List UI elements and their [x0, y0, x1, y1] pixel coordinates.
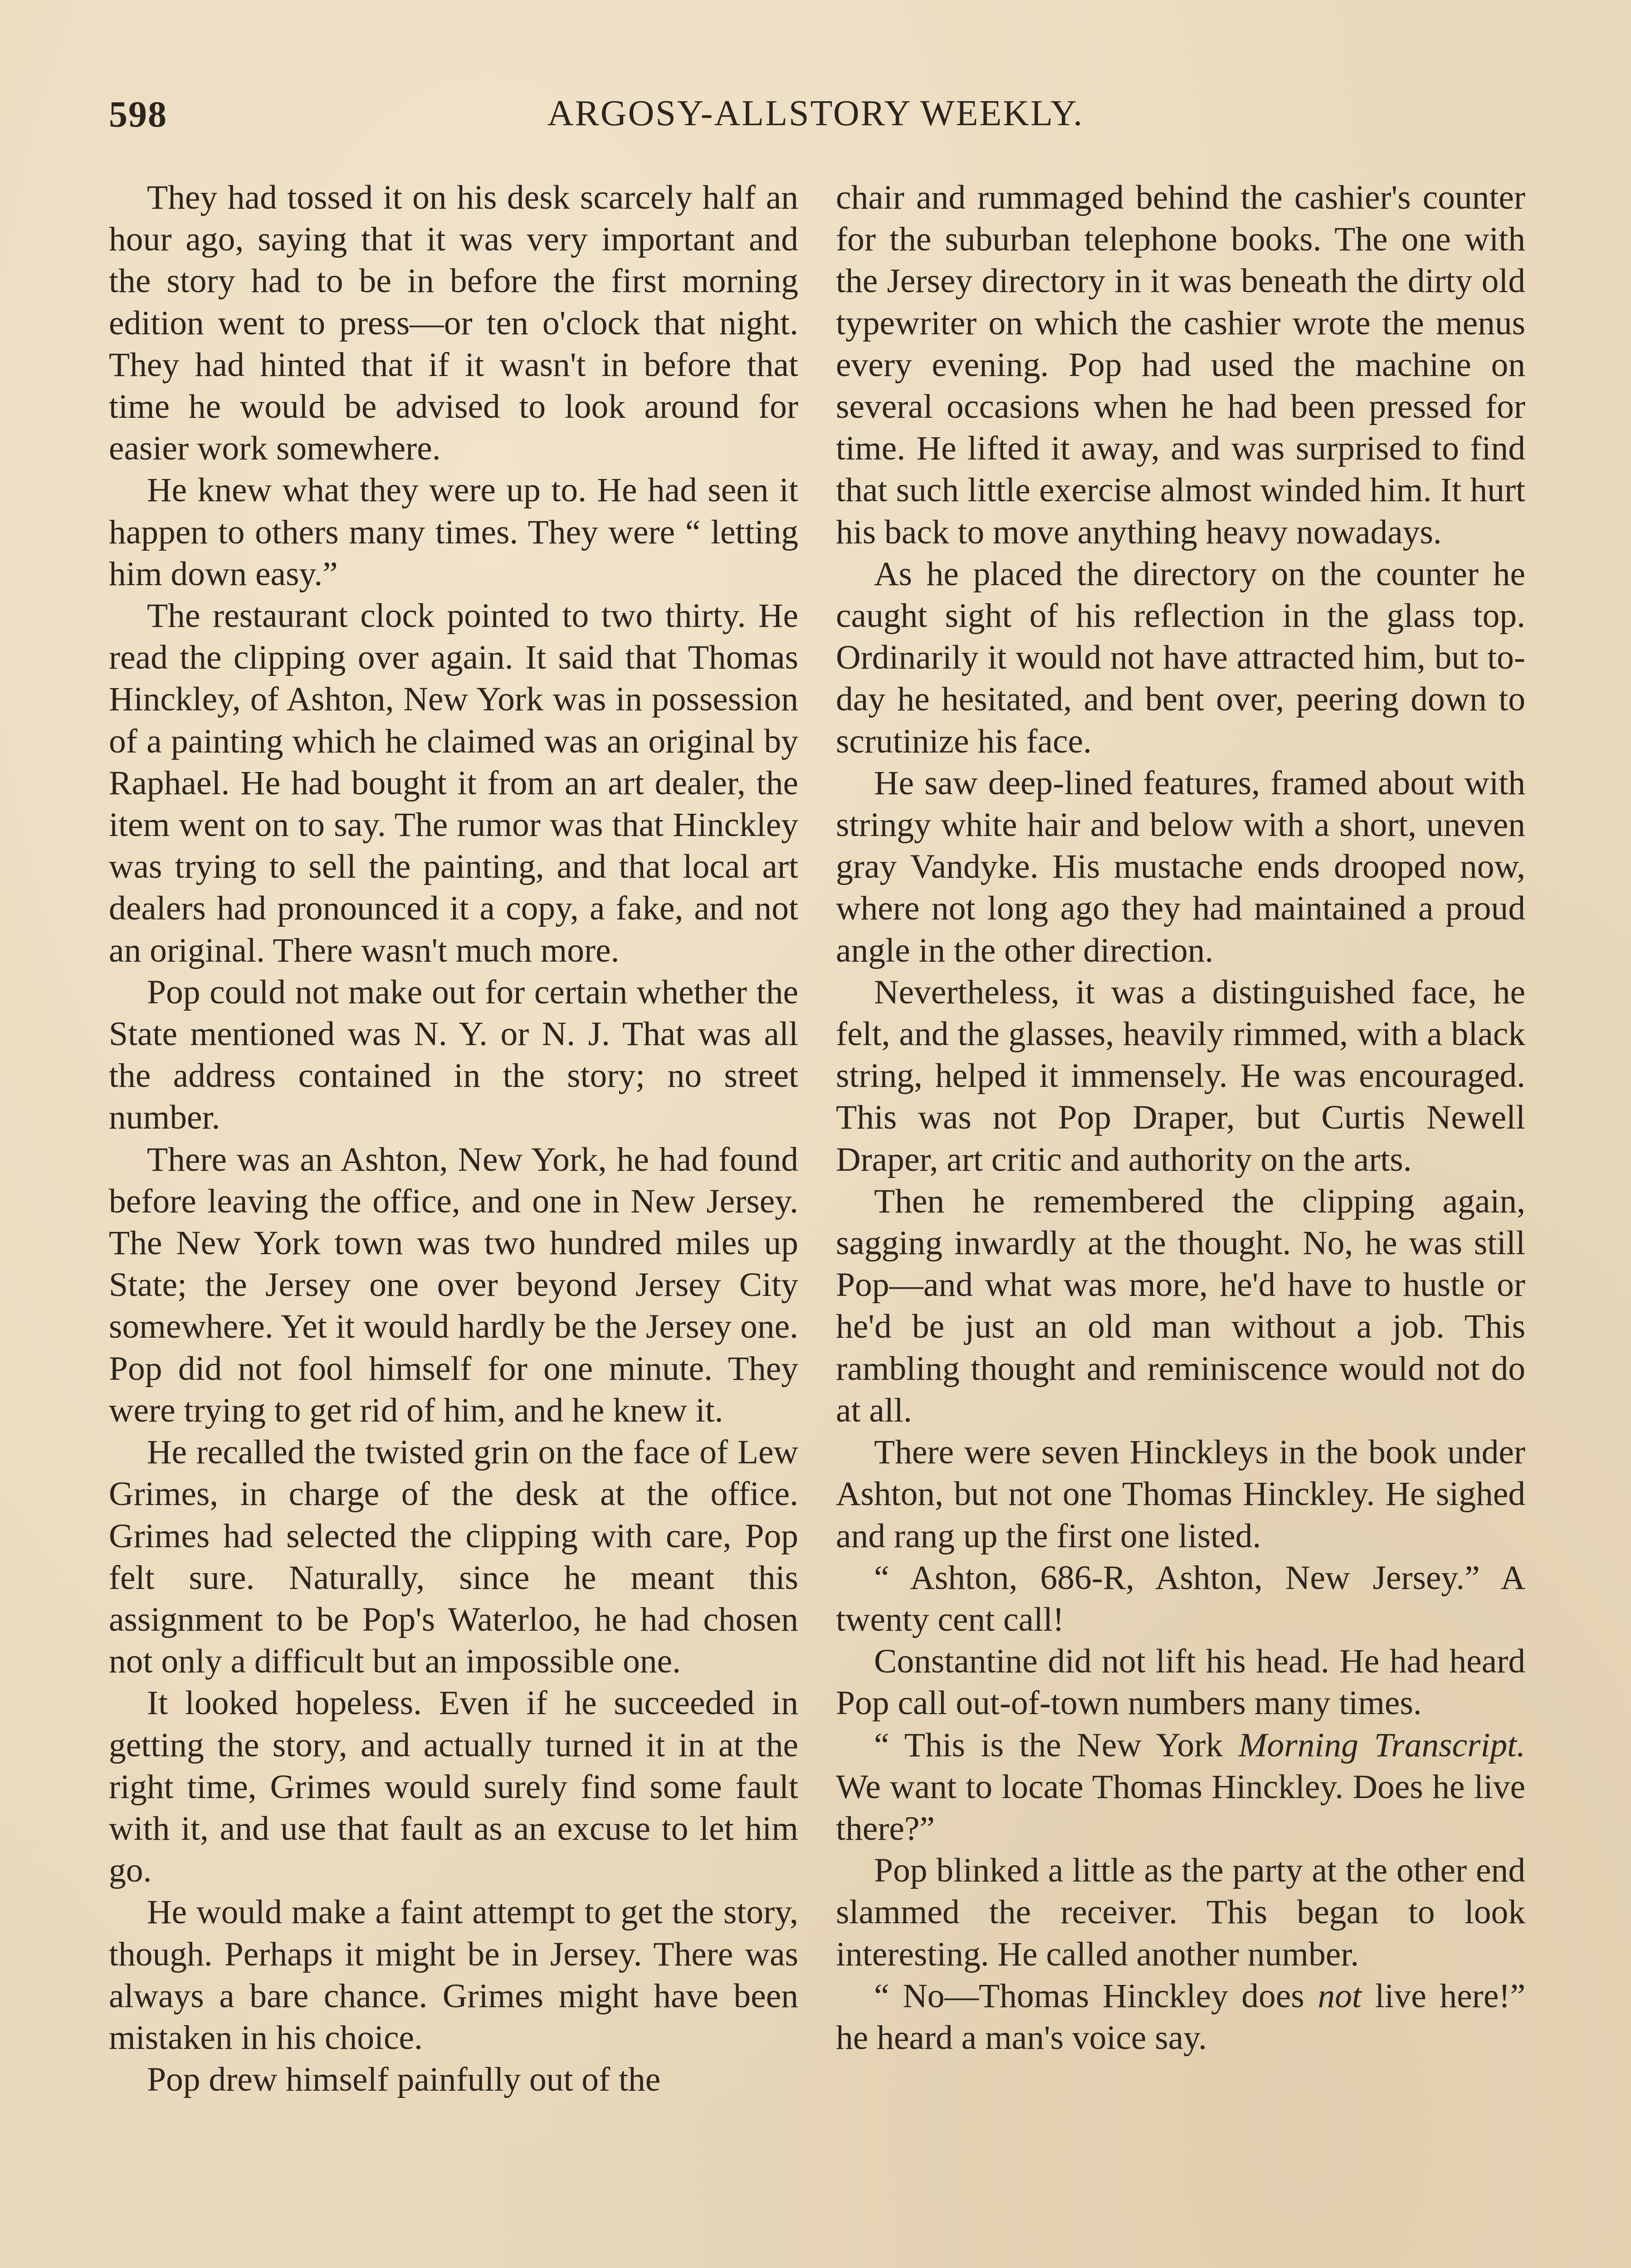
newspaper-name: Morning Transcript. [1238, 1726, 1525, 1764]
paragraph-last [836, 1975, 1525, 2059]
paragraph: He recalled the twisted grin on the face of Lew Grimes, in charge of the desk at the office. Grimes had selected the clipping with care, Pop felt sure. Naturally, since he meant this assignment to be Pop's Waterloo, he had chosen not only a difficult but an impossible one. [109, 1433, 798, 1681]
paragraph: Pop blinked a little as the party at the other end slammed the receiver. This began to look interesting. He called another number. [836, 1852, 1525, 1973]
emphasis: not [1318, 1977, 1362, 2015]
paragraph: The restaurant clock pointed to two thirty. He read the clipping over again. It said that Thomas Hinckley, of Ashton, New York was in possession of a painting which he claimed was an original by Raphael. He had bought it from an art dealer, the item went on to say. The rumor was that Hinckley was trying to sell the painting, and that local art dealers had pronounced it a copy, a fake, and not an original. There wasn't much more. [109, 597, 798, 969]
paragraph: As he placed the directory on the counter he caught sight of his reflection in the glass top. Ordinarily it would not have attracted him, but to-day he hesitated, and bent over, peering down to scrutinize his face. [836, 555, 1525, 760]
text-run: “ This is the New York [874, 1726, 1239, 1764]
paragraph: Nevertheless, it was a distinguished face, he felt, and the glasses, heavily rimmed, with a black string, helped it immensely. He was encouraged. This was not Pop Draper, but Curtis Newell Draper, art critic and authority on the arts. [836, 973, 1525, 1178]
text-run: We want to locate Thomas Hinckley. Does he live there?” [836, 1768, 1525, 1848]
paragraph: “ Ashton, 686-R, Ashton, New Jersey.” A twenty cent call! [836, 1559, 1525, 1638]
paragraph: He would make a faint attempt to get the story, though. Perhaps it might be in Jersey. There was always a bare chance. Grimes might have been mistaken in his choice. [109, 1893, 798, 2057]
running-title: ARGOSY-ALLSTORY WEEKLY. [547, 93, 1084, 133]
paragraph: Constantine did not lift his head. He had heard Pop call out-of-town numbers many times. [836, 1642, 1525, 1722]
paragraph: It looked hopeless. Even if he succeeded in getting the story, and actually turned it in at the right time, Grimes would surely find some fault with it, and use that fault as an excuse to let him go. [109, 1684, 798, 1890]
text-run: live here!” he heard a man's voice say. [836, 1977, 1525, 2057]
paragraph: There was an Ashton, New York, he had found before leaving the office, and one in New Jersey. The New York town was two hundred miles up State; the Jersey one over beyond Jersey City somewhere. Yet it would hardly be the Jersey one. Pop did not fool himself for one minute. They were trying to get rid of him, and he knew it. [109, 1140, 798, 1429]
text-run: “ No—Thomas Hinckley does [874, 1977, 1318, 2015]
left-column [109, 177, 798, 2101]
page-header [109, 93, 1522, 147]
paragraph-continued: chair and rummaged behind the cashier's counter for the suburban telephone books. The one with the Jersey directory in it was beneath the dirty old typewriter on which the cashier wrote the menus every evening. Pop had used the machine on several occasions when he had been pressed for time. He lifted it away, and was surprised to find that such little exercise almost winded him. It hurt his back to move anything heavy nowadays. [836, 179, 1525, 551]
paragraph: Pop drew himself painfully out of the [147, 2061, 661, 2099]
paragraph: There were seven Hinckleys in the book under Ashton, but not one Thomas Hinckley. He sighed and rang up the first one listed. [836, 1433, 1525, 1555]
paragraph: Pop could not make out for certain whether the State mentioned was N. Y. or N. J. That was all the address contained in the story; no street number. [109, 973, 798, 1137]
paragraph: They had tossed it on his desk scarcely half an hour ago, saying that it was very important and the story had to be in before the first morning edition went to press—or ten o'clock that night. They had hinted that if it wasn't in before that time he would be advised to look around for easier work somewhere. [109, 179, 798, 468]
paragraph-quote [836, 1725, 1525, 1850]
paragraph: He saw deep-lined features, framed about with stringy white hair and below with a short, uneven gray Vandyke. His mustache ends drooped now, where not long ago they had maintained a proud angle in the other direction. [836, 764, 1525, 969]
page-number: 598 [109, 93, 167, 135]
paragraph: He knew what they were up to. He had seen it happen to others many times. They were “ letting him down easy.” [109, 471, 798, 593]
paragraph: Then he remembered the clipping again, sagging inwardly at the thought. No, he was still Pop—and what was more, he'd have to hustle or he'd be just an old man without a job. This rambling thought and reminiscence would not do at all. [836, 1182, 1525, 1429]
right-column [836, 177, 1525, 2059]
